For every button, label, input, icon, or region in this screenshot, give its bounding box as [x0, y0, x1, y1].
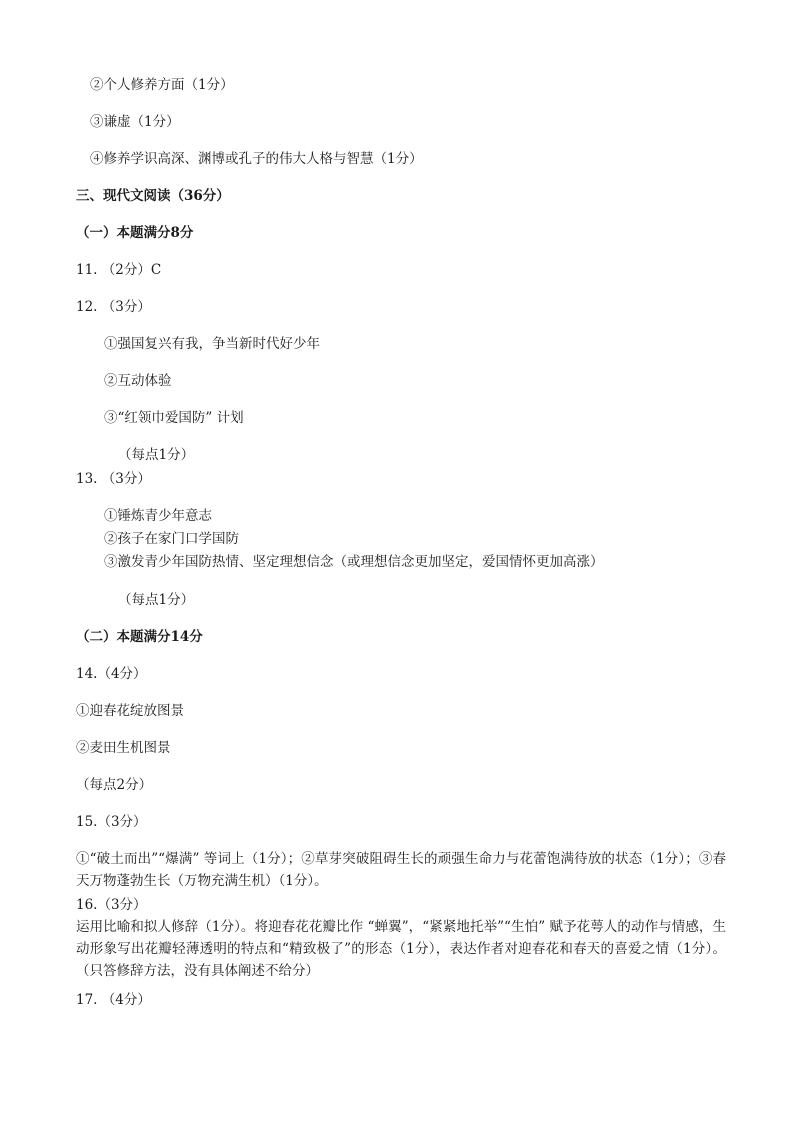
answer-line: ③“红领巾爱国防” 计划: [104, 410, 244, 426]
answer-paragraph: 运用比喻和拟人修辞（1分）。将迎春花花瓣比作 “蝉翼”，“紧紧地托举”“生怕” 赋予花萼人的动作与情感，生动形象写出花瓣轻薄透明的特点和“精致极了”的形态（1分），表达作者对迎春花和春天的喜爱之情（1分）。（只答修辞方法，没有具体阐述不给分）: [76, 919, 726, 979]
question-number: 13. （3分）: [76, 471, 151, 487]
answer-line: ①锤炼青少年意志: [104, 508, 212, 524]
question-number: 12. （3分）: [76, 299, 151, 315]
question-number: 17. （4分）: [76, 992, 151, 1008]
answer-line: ④修养学识高深、渊博或孔子的伟大人格与智慧（1分）: [90, 151, 423, 167]
answer-line: ②麦田生机图景: [76, 740, 171, 756]
answer-line: ②孩子在家门口学国防: [104, 531, 239, 547]
answer-line: ③激发青少年国防热情、坚定理想信念（或理想信念更加坚定，爱国情怀更加高涨）: [104, 554, 604, 570]
scoring-note: （每点1分）: [118, 447, 195, 463]
subsection-heading: （二）本题满分14分: [76, 629, 203, 645]
scoring-note: （每点2分）: [76, 777, 153, 793]
answer-paragraph: ①“破土而出”“爆满” 等词上（1分）；②草芽突破阻碍生长的顽强生命力与花蕾饱满待放的状态（1分）；③春天万物蓬勃生长（万物充满生机）（1分）。: [76, 851, 726, 889]
section-heading: 三、现代文阅读（36分）: [76, 188, 230, 204]
question-number: 11. （2分）C: [76, 262, 162, 278]
question-number: 14.（4分）: [76, 666, 147, 682]
scoring-note: （每点1分）: [118, 592, 195, 608]
answer-line: ①迎春花绽放图景: [76, 703, 184, 719]
question-number: 15.（3分）: [76, 814, 147, 830]
answer-line: ②互动体验: [104, 373, 172, 389]
subsection-heading: （一）本题满分8分: [76, 225, 194, 241]
answer-line: ③谦虚（1分）: [90, 114, 180, 130]
answer-line: ①强国复兴有我，争当新时代好少年: [104, 336, 320, 352]
answer-line: ②个人修养方面（1分）: [90, 77, 234, 93]
question-number: 16.（3分）: [76, 897, 147, 913]
